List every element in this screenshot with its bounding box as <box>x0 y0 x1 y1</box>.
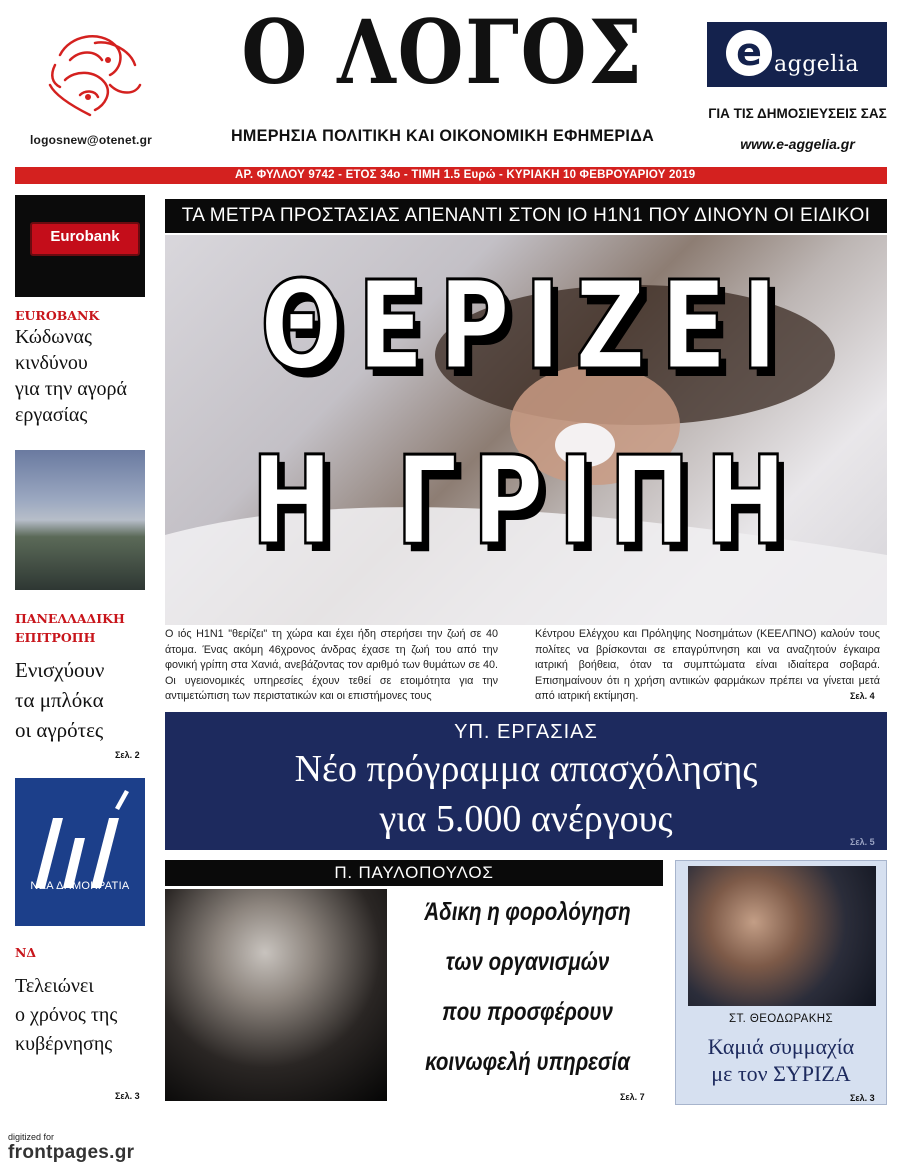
headline-line: κινδύνου <box>15 352 88 374</box>
pavlopoulos-headline-line[interactable]: που προσφέρουν <box>442 998 613 1026</box>
main-story-page-ref: Σελ. 4 <box>850 691 875 701</box>
theodorakis-page-ref: Σελ. 3 <box>850 1093 875 1103</box>
headline-line: για την αγορά <box>15 378 128 400</box>
theodorakis-headline-line-1: Καμιά συμμαχία <box>707 1034 855 1059</box>
nd-logo-image <box>15 778 145 926</box>
pavlopoulos-page-ref: Σελ. 7 <box>620 1092 645 1102</box>
labor-headline-line-1: Νέο πρόγραμμα απασχόλησης <box>294 748 758 790</box>
theodorakis-kicker: ΣΤ. ΘΕΟΔΩΡΑΚΗΣ <box>728 1013 834 1025</box>
labor-page-ref: Σελ. 5 <box>850 837 875 847</box>
headline-line: Ενισχύουν <box>15 658 105 682</box>
headline-line: Τελειώνει <box>15 975 94 997</box>
kicker-line: ΠΑΝΕΛΛΑΔΙΚΗ <box>15 611 125 626</box>
main-story-column-2: Κέντρου Ελέγχου και Πρόληψης Νοσημάτων (ΚΕΕΛΠΝΟ) καλούν τους πολίτες να βρίσκονται σε επαγρύπνηση και να αναζητούν έγκαιρα ιατρική βοήθεια, όταν τα συμπτώματα είναι ιδιαίτερα σοβαρά. Επισημαίνουν ότι η χρήση αντιικών φαρμάκων πρέπει να γίνεται μετά από ιατρική εκτίμηση. <box>535 628 880 702</box>
eurobank-sign-text: Eurobank <box>50 228 120 245</box>
nd-logo-icon <box>15 778 145 926</box>
main-story-column-1: Ο ιός Η1Ν1 "θερίζει" τη χώρα και έχει ήδη στερήσει την ζωή σε 40 άτομα. Ένας ακόμη 46χρονος άνδρας έχασε τη ζωή του από την φονική γρίπη στα Χανιά, ανεβάζοντας τον αριθμό των θυμάτων σε 40. Οι υγειονομικές υπηρεσίες έχουν τεθεί σε ετοιμότητα για την αντιμετώπιση των περιστατικών και οι επιστήμονες τους <box>165 628 498 702</box>
pavlopoulos-strip: Π. ΠΑΥΛΟΠΟΥΛΟΣ <box>165 860 663 886</box>
issue-info-bar: ΑΡ. ΦΥΛΛΟΥ 9742 - ΕΤΟΣ 34ο - ΤΙΜΗ 1.5 Ευρώ - ΚΥΡΙΑΚΗ 10 ΦΕΒΡΟΥΑΡΙΟΥ 2019 <box>15 167 887 184</box>
pavlopoulos-headline-line[interactable]: των οργανισμών <box>445 948 610 976</box>
eurobank-headline[interactable] <box>15 324 155 428</box>
headline-line: Κώδωνας <box>15 326 92 348</box>
eaggelia-url-link[interactable]: www.e-aggelia.gr <box>740 136 855 152</box>
headline-line: ο χρόνος της <box>15 1004 118 1026</box>
headline-line: κυβέρνησης <box>15 1033 113 1055</box>
theodorakis-headline-line-2: με τον ΣΥΡΙΖΑ <box>711 1061 851 1086</box>
eurobank-kicker: EUROBANK <box>15 308 100 323</box>
pavlopoulos-headline-line[interactable]: κοινωφελή υπηρεσία <box>425 1048 630 1076</box>
headline-line: εργασίας <box>15 404 88 426</box>
farmers-page-ref: Σελ. 2 <box>115 750 140 760</box>
main-headline-line-1[interactable]: ΘΕΡΙΖΕΙ <box>259 255 793 397</box>
headline-line: τα μπλόκα <box>15 688 104 712</box>
farmers-headline[interactable] <box>15 655 155 745</box>
kicker-line: ΕΠΙΤΡΟΠΗ <box>15 630 96 646</box>
main-story-strip: ΤΑ ΜΕΤΡΑ ΠΡΟΣΤΑΣΙΑΣ ΑΠΕΝΑΝΤΙ ΣΤΟΝ ΙΟ Η1Ν1 ΠΟΥ ΔΙΝΟΥΝ ΟΙ ΕΙΔΙΚΟΙ <box>165 199 887 233</box>
pavlopoulos-photo <box>165 889 387 1101</box>
labor-headline-line-2: για 5.000 ανέργους <box>379 798 673 840</box>
headline-line: οι αγρότες <box>15 718 104 742</box>
pavlopoulos-headline-line[interactable]: Άδικη η φορολόγηση <box>424 898 631 926</box>
farmers-kicker <box>15 609 155 648</box>
labor-kicker: ΥΠ. ΕΡΓΑΣΙΑΣ <box>454 721 598 743</box>
nd-page-ref: Σελ. 3 <box>115 1091 140 1101</box>
main-headline-line-2[interactable]: Η ΓΡΙΠΗ <box>251 430 801 572</box>
eaggelia-tagline: ΓΙΑ ΤΙΣ ΔΗΜΟΣΙΕΥΣΕΙΣ ΣΑΣ <box>708 106 887 121</box>
nd-headline[interactable] <box>15 972 155 1059</box>
newspaper-title: Ο ΛΟΓΟΣ <box>241 0 644 104</box>
highway-photo <box>15 450 145 590</box>
eaggelia-logo-letter: e <box>726 30 772 76</box>
nd-logo-text: ΝΕΑ ΔΗΜΟΚΡΑΤΙΑ <box>30 880 130 892</box>
newspaper-subtitle: ΗΜΕΡΗΣΙΑ ΠΟΛΙΤΙΚΗ ΚΑΙ ΟΙΚΟΝΟΜΙΚΗ ΕΦΗΜΕΡΙΔΑ <box>230 126 655 145</box>
nd-kicker: ΝΔ <box>15 945 37 960</box>
frontpages-link[interactable]: frontpages.gr <box>8 1142 135 1163</box>
logo-illustration <box>40 25 150 125</box>
eaggelia-logo-word: aggelia <box>774 52 859 77</box>
contact-email[interactable]: logosnew@otenet.gr <box>30 133 152 147</box>
theodorakis-photo <box>688 866 876 1006</box>
digitized-label: digitized for <box>8 1132 55 1142</box>
